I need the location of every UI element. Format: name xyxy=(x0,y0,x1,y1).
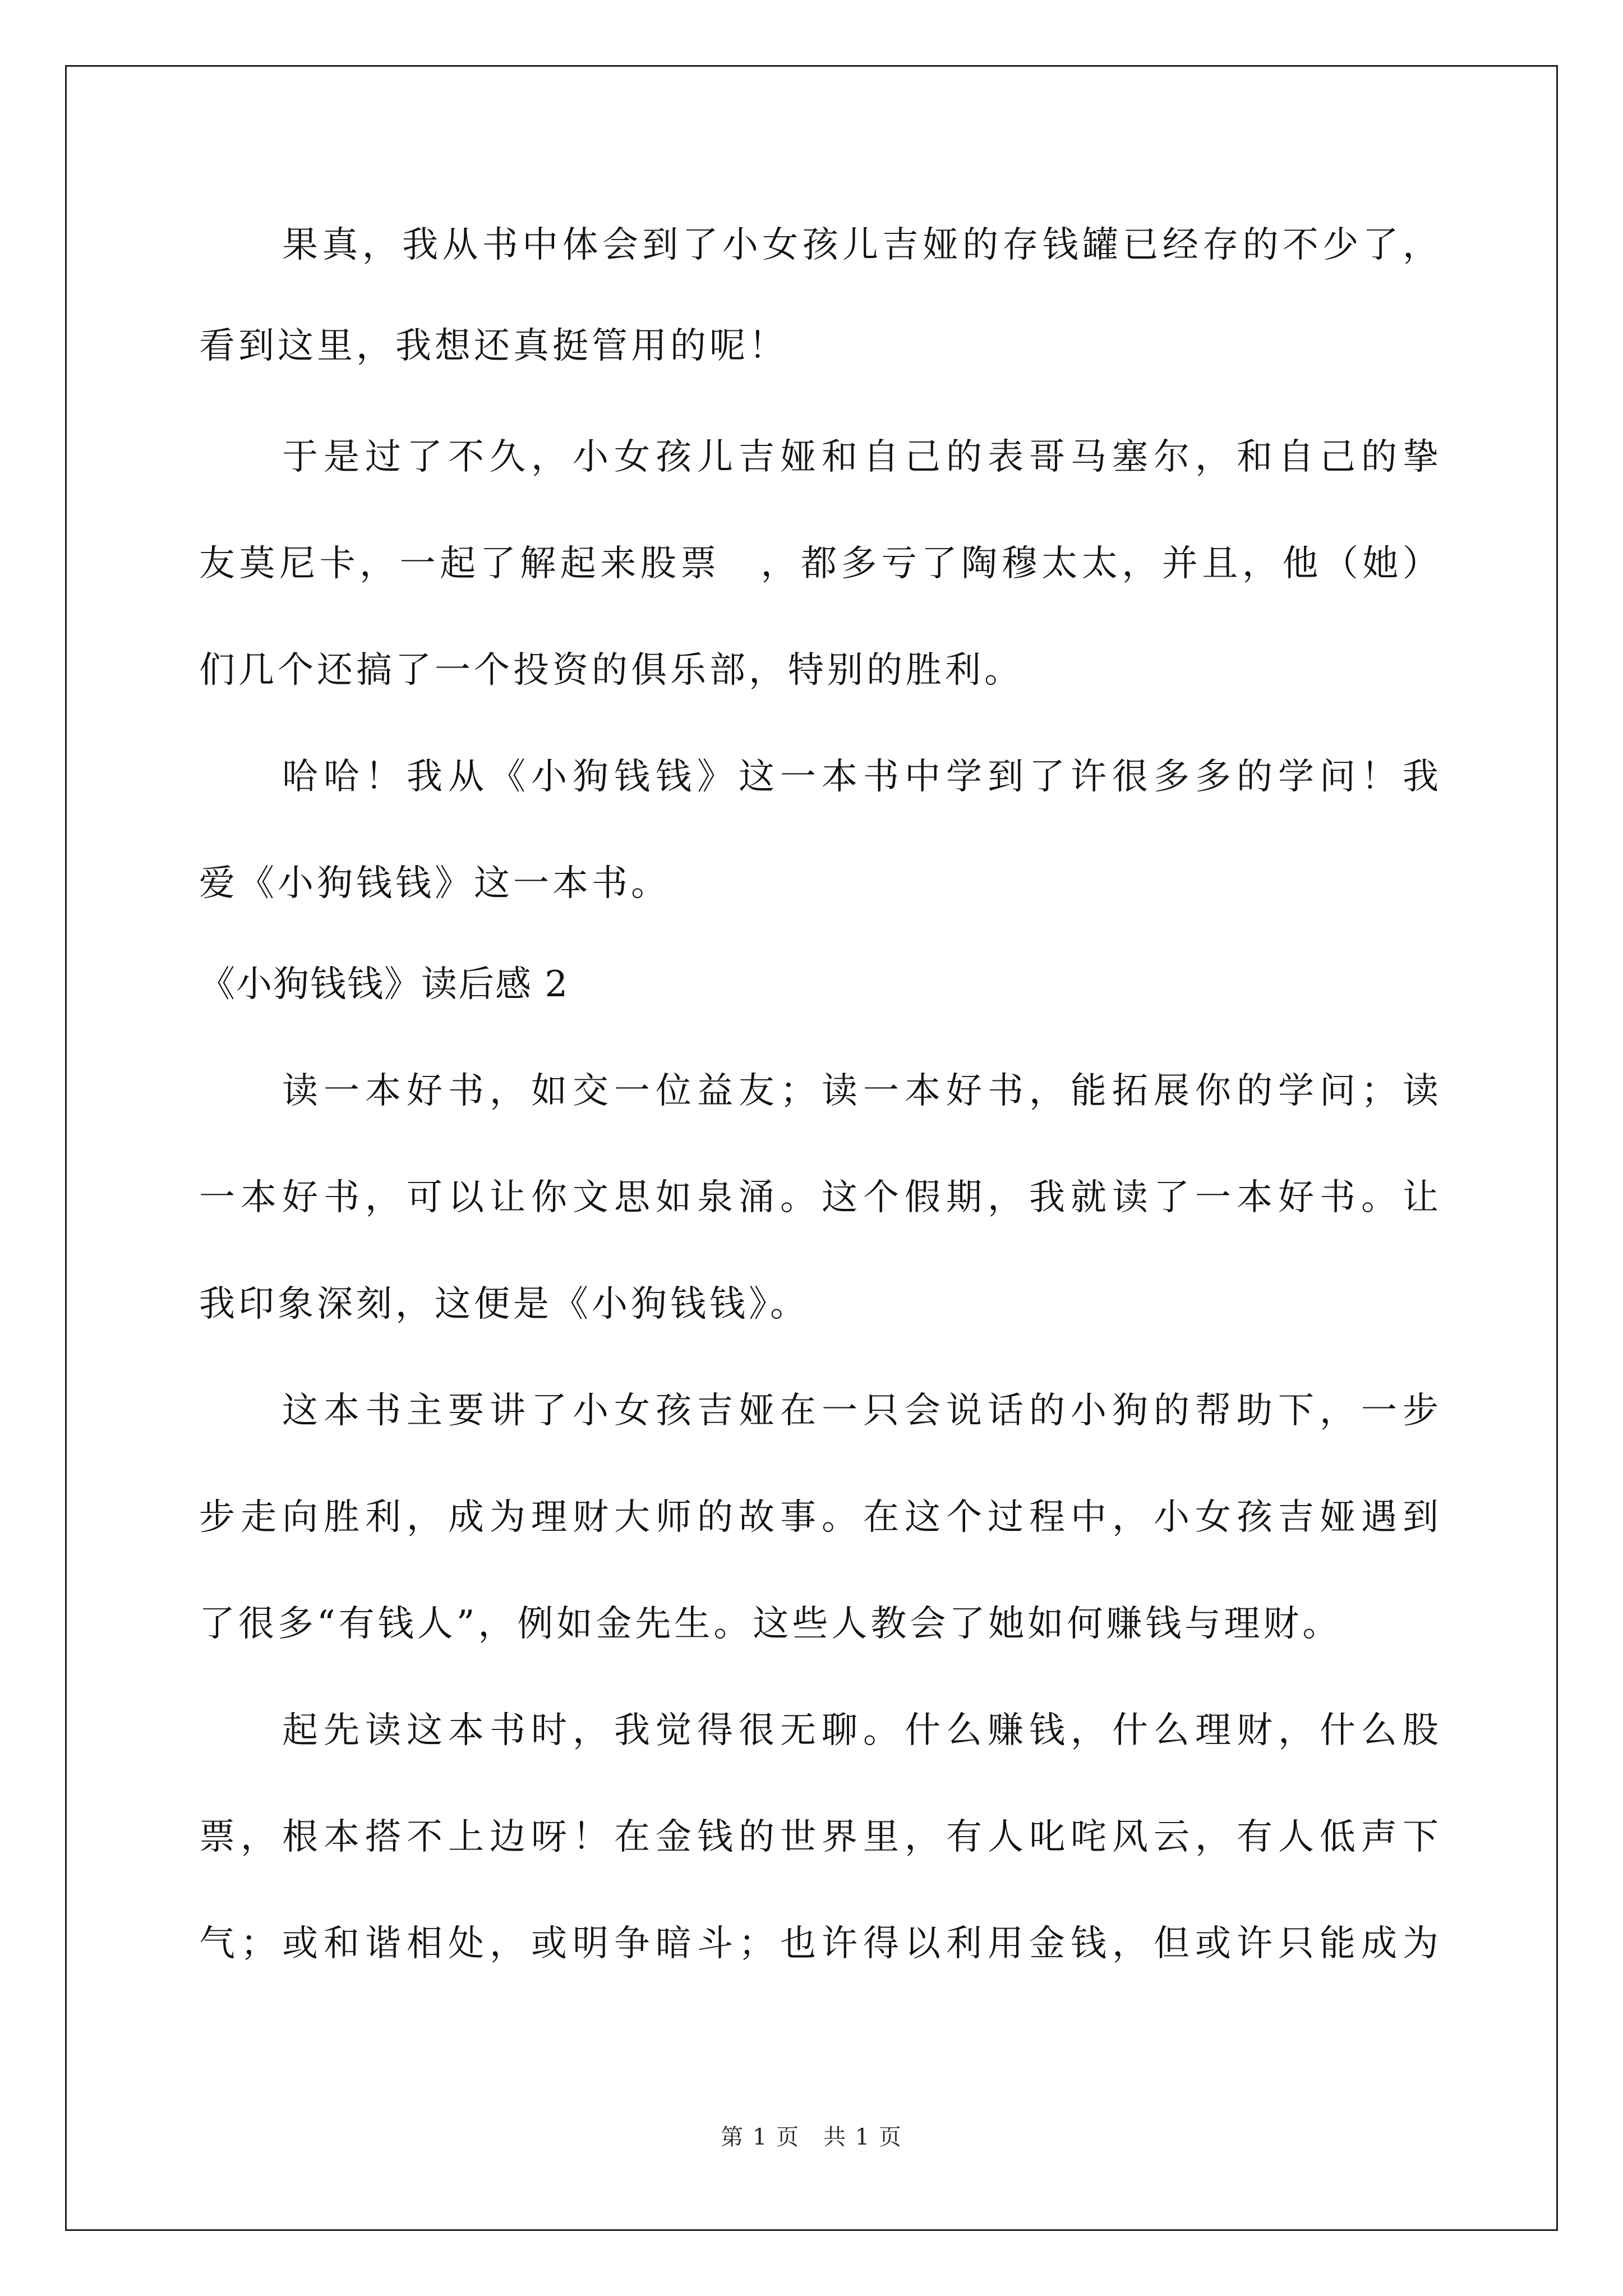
paragraph-line: 于是过了不久，小女孩儿吉娅和自己的表哥马塞尔，和自己的挚 xyxy=(282,436,1438,478)
page-footer: 第 1 页 共 1 页 xyxy=(721,2124,902,2150)
paragraph-line: 看到这里，我想还真挺管用的呢！ xyxy=(199,325,788,367)
paragraph-line: 我印象深刻，这便是《小狗钱钱》。 xyxy=(199,1283,809,1325)
paragraph-line: 气；或和谐相处，或明争暗斗；也许得以利用金钱，但或许只能成为 xyxy=(199,1923,1438,1964)
paragraph-line: 了很多“有钱人”，例如金先生。这些人教会了她如何赚钱与理财。 xyxy=(199,1603,1342,1645)
paragraph-line: 步走向胜利，成为理财大师的故事。在这个过程中，小女孩吉娅遇到 xyxy=(199,1497,1438,1538)
paragraph-line: 们几个还搞了一个投资的俱乐部，特别的胜利。 xyxy=(199,650,1023,691)
paragraph-line: 哈哈！我从《小狗钱钱》这一本书中学到了许很多多的学问！我 xyxy=(282,756,1438,798)
paragraph-line: 果真，我从书中体会到了小女孩儿吉娅的存钱罐已经存的不少了， xyxy=(282,224,1438,266)
paragraph-line: 这本书主要讲了小女孩吉娅在一只会说话的小狗的帮助下，一步 xyxy=(282,1390,1438,1432)
paragraph-line: 一本好书，可以让你文思如泉涌。这个假期，我就读了一本好书。让 xyxy=(199,1177,1438,1218)
page-border xyxy=(65,65,1558,2231)
paragraph-line: 读一本好书，如交一位益友；读一本好书，能拓展你的学问；读 xyxy=(282,1070,1438,1112)
section-heading: 《小狗钱钱》读后感 2 xyxy=(199,964,569,1005)
paragraph-line: 起先读这本书时，我觉得很无聊。什么赚钱，什么理财，什么股 xyxy=(282,1710,1438,1751)
paragraph-line: 友莫尼卡，一起了解起来股票 ，都多亏了陶穆太太，并且，他（她） xyxy=(199,543,1438,585)
paragraph-line: 爱《小狗钱钱》这一本书。 xyxy=(199,863,670,904)
paragraph-line: 票，根本搭不上边呀！在金钱的世界里，有人叱咤风云，有人低声下 xyxy=(199,1816,1438,1858)
